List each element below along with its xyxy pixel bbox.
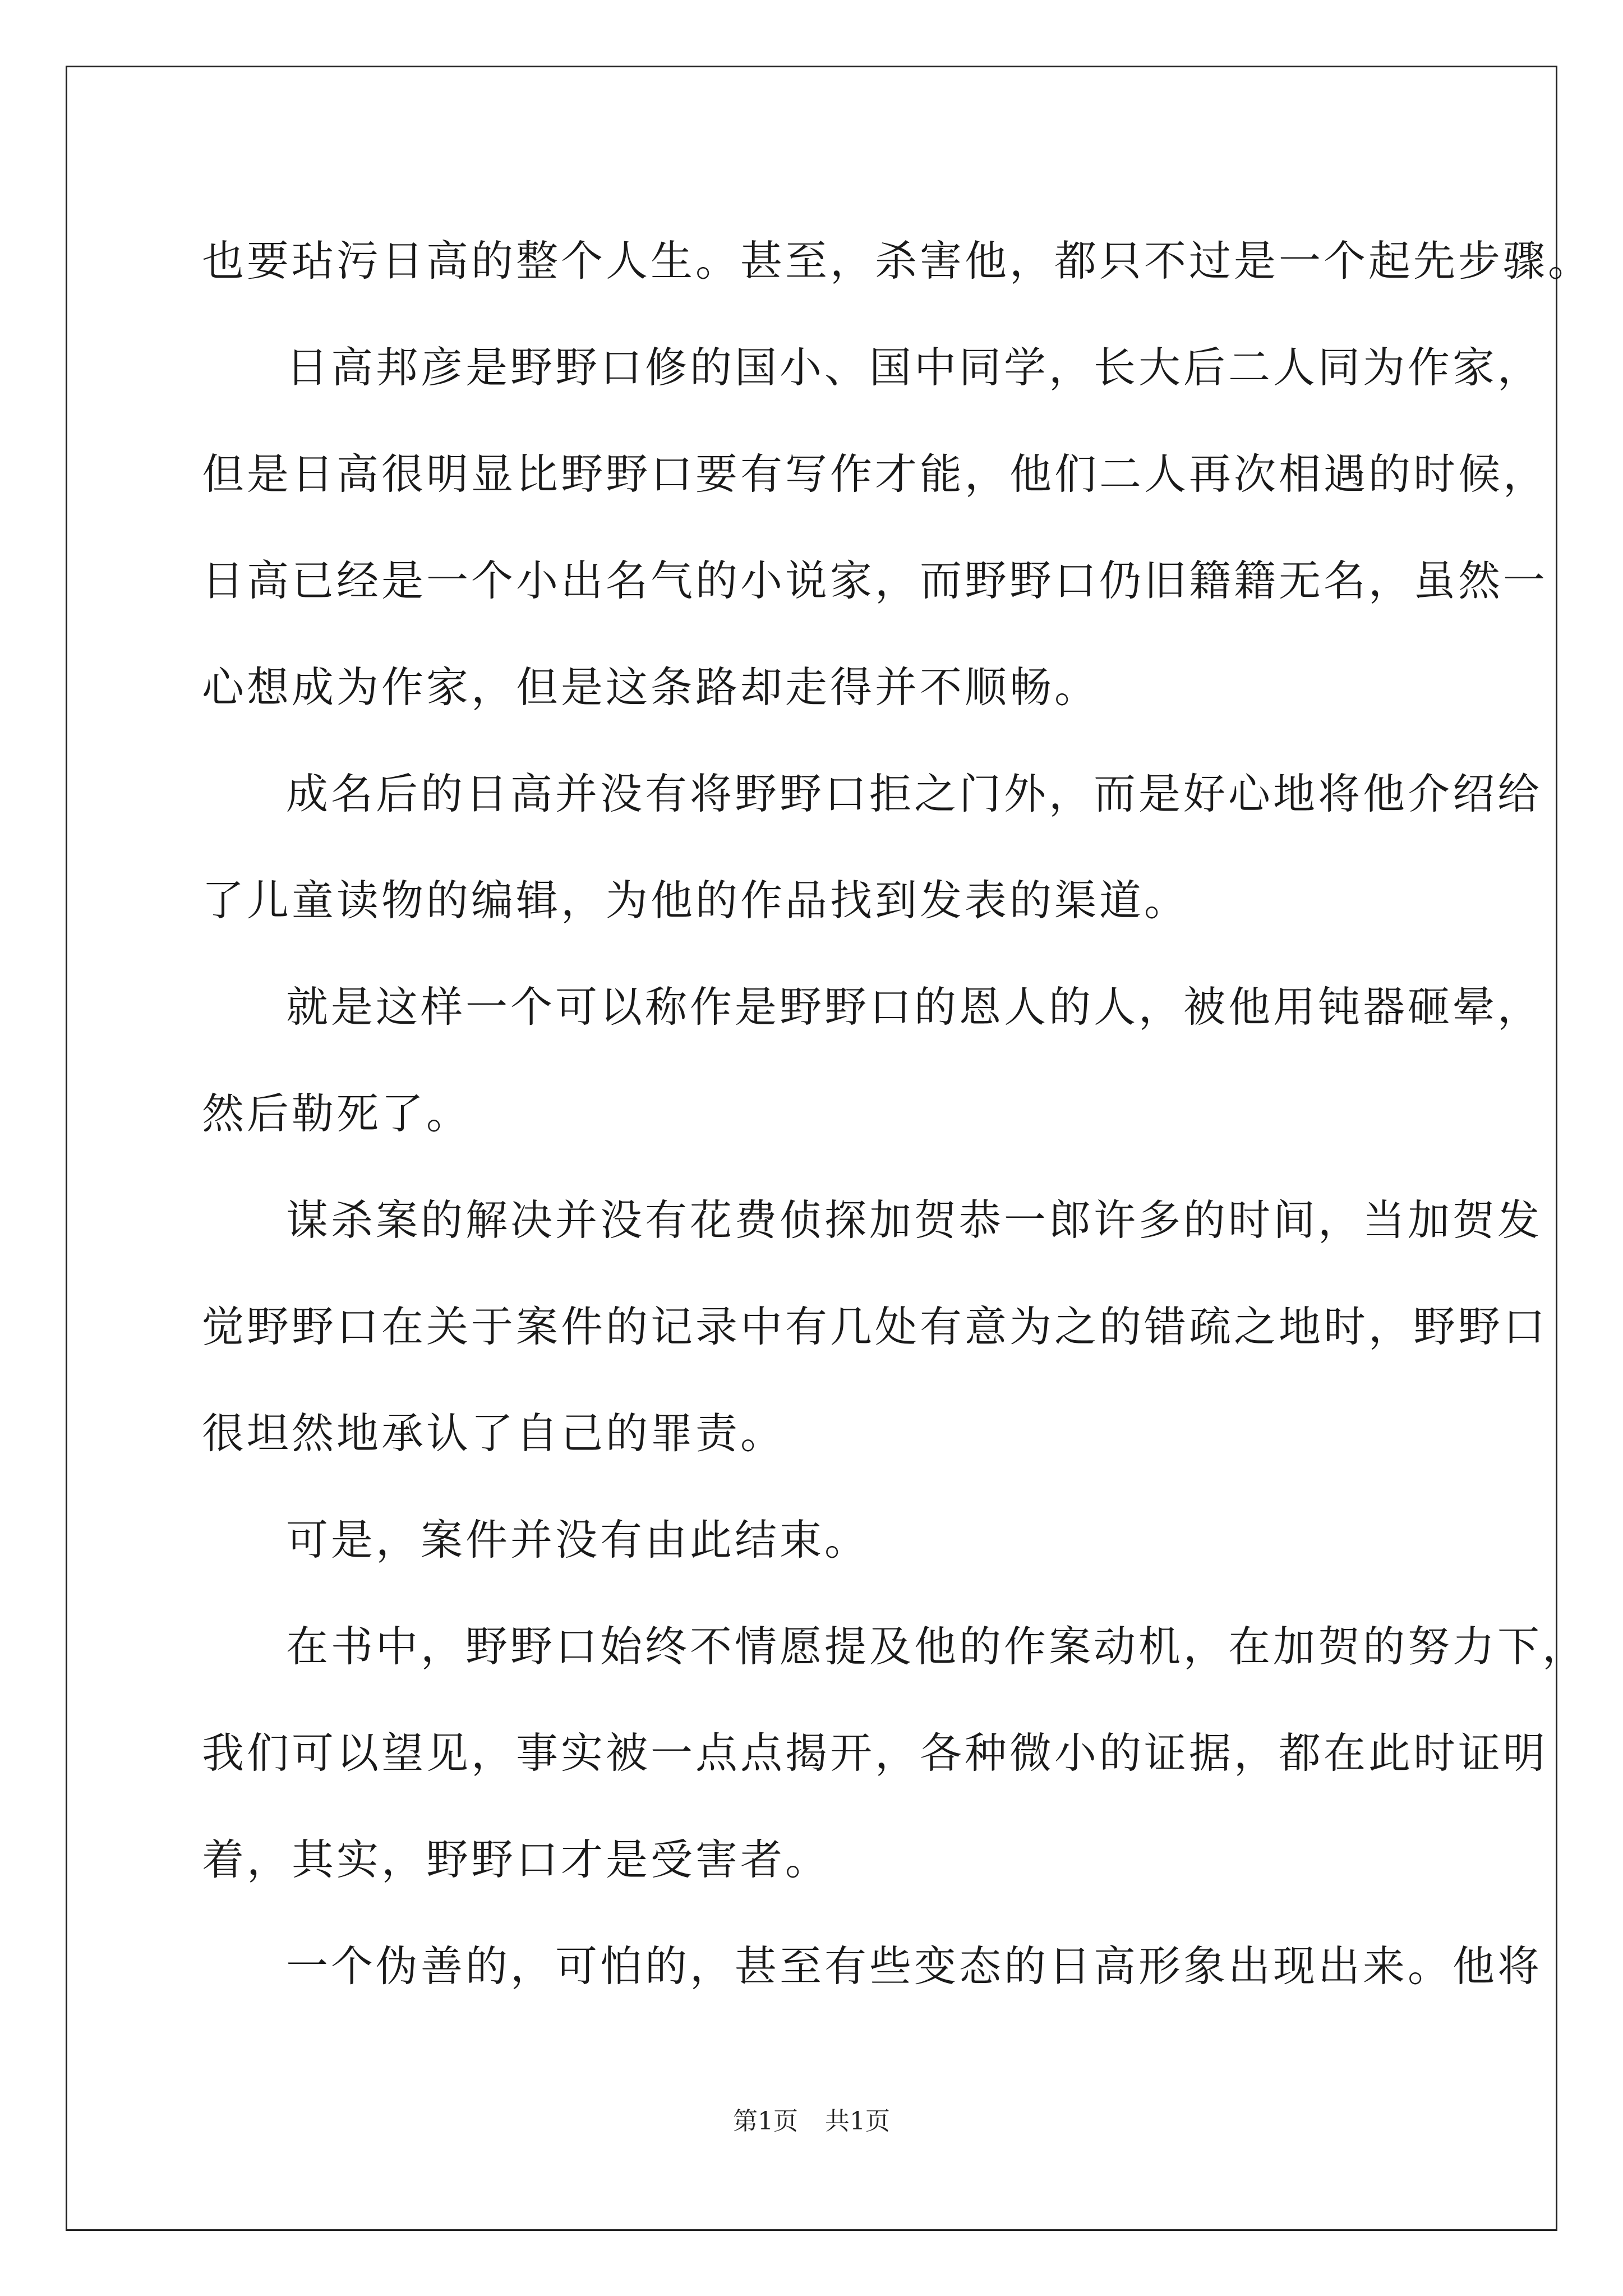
document-body <box>202 208 1593 2019</box>
page-number: 第1页 <box>733 2107 798 2136</box>
text-line: 我们可以望见，事实被一点点揭开，各种微小的证据，都在此时证明 <box>202 1728 1548 1778</box>
text-line: 日高已经是一个小出名气的小说家，而野野口仍旧籍籍无名，虽然一 <box>202 556 1548 605</box>
text-line: 觉野野口在关于案件的记录中有几处有意为之的错疏之地时，野野口 <box>202 1302 1548 1351</box>
text-line: 但是日高很明显比野野口要有写作才能，他们二人再次相遇的时候， <box>202 449 1548 499</box>
text-line: 谋杀案的解决并没有花费侦探加贺恭一郎许多的时间，当加贺发 <box>286 1195 1543 1245</box>
text-line: 也要玷污日高的整个人生。甚至，杀害他，都只不过是一个起先步骤。 <box>202 236 1593 286</box>
text-line: 着，其实，野野口才是受害者。 <box>202 1835 831 1884</box>
page-total: 共1页 <box>825 2107 890 2136</box>
text-line: 了儿童读物的编辑，为他的作品找到发表的渠道。 <box>202 876 1189 925</box>
text-line: 就是这样一个可以称作是野野口的恩人的人，被他用钝器砸晕， <box>286 982 1543 1032</box>
text-line: 在书中，野野口始终不情愿提及他的作案动机，在加贺的努力下， <box>286 1622 1588 1671</box>
text-line: 一个伪善的，可怕的，甚至有些变态的日高形象出现出来。他将 <box>286 1941 1543 1991</box>
text-line: 很坦然地承认了自己的罪责。 <box>202 1409 786 1458</box>
text-line: 心想成为作家，但是这条路却走得并不顺畅。 <box>202 662 1100 712</box>
text-line: 可是，案件并没有由此结束。 <box>286 1515 870 1565</box>
page-footer <box>0 2101 1623 2137</box>
text-line: 然后勒死了。 <box>202 1089 472 1138</box>
text-line: 日高邦彦是野野口修的国小、国中同学，长大后二人同为作家， <box>286 343 1543 392</box>
text-line: 成名后的日高并没有将野野口拒之门外，而是好心地将他介绍给 <box>286 769 1543 818</box>
